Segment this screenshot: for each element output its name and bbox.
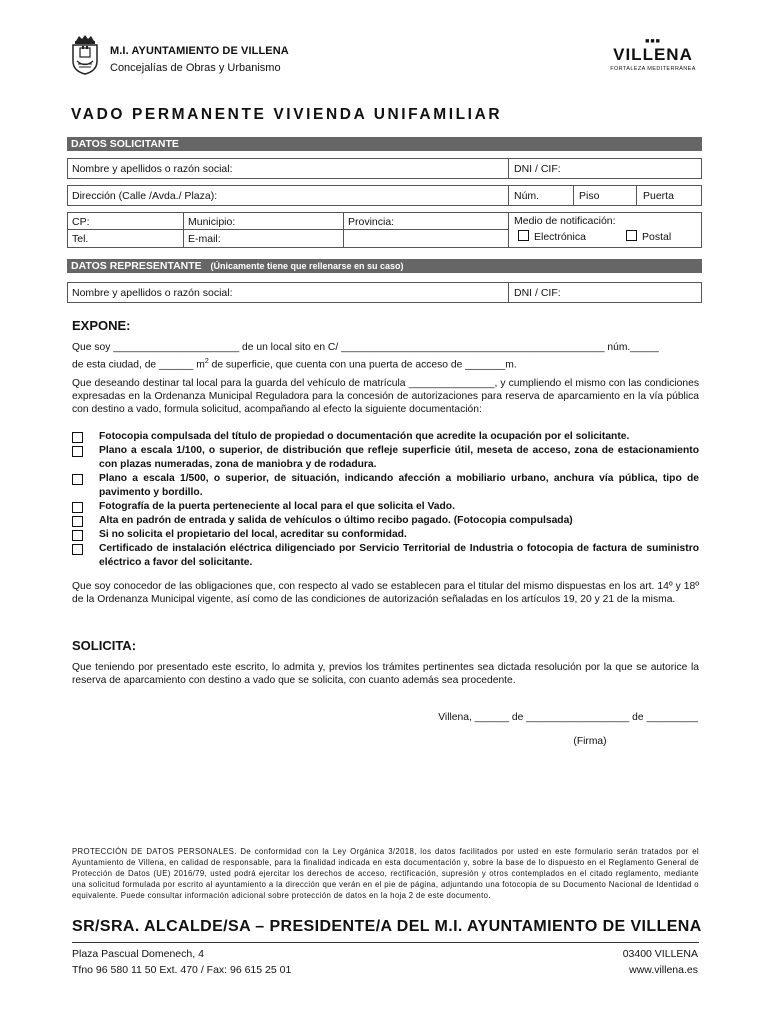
footer-postcode: 03400 VILLENA (622, 948, 698, 960)
section-header-representante: DATOS REPRESENTANTE (Únicamente tiene que rellenarse en su caso) (67, 259, 702, 273)
org-name: M.I. AYUNTAMIENTO DE VILLENA (110, 45, 289, 57)
piso-field[interactable]: Piso (579, 190, 600, 202)
doc-checkbox-1[interactable] (72, 432, 83, 443)
section-header-solicitante: DATOS SOLICITANTE (67, 137, 702, 151)
fecha-line[interactable]: Villena, ______ de __________________ de _________ (438, 712, 698, 723)
representante-row (67, 282, 702, 303)
conocedor-paragraph: Que soy conocedor de las obligaciones que, con respecto al vado se establecen para el titular del mismo dispuestas en los art. 14º y 18º de la Ordenanza Municipal vigente, así como de las condiciones de autorización señaladas en los artículos 19, 20 y 21 de la misma. (72, 581, 699, 605)
recipient-title: SR/SRA. ALCALDE/SA – PRESIDENTE/A DEL M.I. AYUNTAMIENTO DE VILLENA (72, 918, 702, 935)
provincia-field[interactable]: Provincia: (348, 216, 395, 228)
solicita-heading: SOLICITA: (72, 638, 137, 653)
tel-field[interactable]: Tel. (72, 233, 89, 245)
postal-option[interactable] (626, 230, 671, 243)
villena-brand-logo (608, 38, 698, 73)
doc-item-4[interactable]: Fotografía de la puerta perteneciente al local para el que solicita el Vado. (72, 500, 699, 514)
direccion-field[interactable]: Dirección (Calle /Avda./ Plaza): (72, 190, 218, 202)
doc-checkbox-5[interactable] (72, 516, 83, 527)
representante-note: (Únicamente tiene que rellenarse en su caso) (210, 261, 404, 271)
expone-paragraph: Que deseando destinar tal local para la guarda del vehículo de matrícula _______________, y cumpliendo el mismo con las condiciones expresadas en la Ordenanza Municipal Reguladora para la concesión de autorizaciones para reserva de aparcamiento en la vía pública con destino a vado, formula solicitud, acompañando al efecto la siguiente documentación: (72, 378, 699, 415)
expone-heading: EXPONE: (72, 318, 131, 333)
nombre-field[interactable]: Nombre y apellidos o razón social: (72, 163, 233, 175)
rep-dni-field[interactable]: DNI / CIF: (514, 287, 561, 299)
footer-phone: Tfno 96 580 11 50 Ext. 470 / Fax: 96 615 25 01 (72, 964, 292, 976)
electronica-option[interactable] (518, 230, 586, 243)
doc-checkbox-3[interactable] (72, 474, 83, 485)
email-field[interactable]: E-mail: (188, 233, 221, 245)
dni-field[interactable]: DNI / CIF: (514, 163, 561, 175)
doc-checkbox-2[interactable] (72, 446, 83, 457)
department-name: Concejalías de Obras y Urbanismo (110, 62, 281, 74)
doc-item-7[interactable]: Certificado de instalación eléctrica diligenciado por Servicio Territorial de Industria o fotocopia de factura de suministro eléctrico a favor del solicitante. (72, 542, 699, 569)
doc-item-6[interactable]: Si no solicita el propietario del local, acreditar su conformidad. (72, 528, 699, 542)
doc-item-3[interactable]: Plano a escala 1/500, o superior, de situación, indicando afección a mobiliario urbano, anchura vía pública, tipo de pavimento y bordillo. (72, 472, 699, 499)
footer-address: Plaza Pascual Domenech, 4 (72, 948, 204, 960)
solicita-paragraph: Que teniendo por presentado este escrito, lo admita y, previos los trámites pertinentes sea dictada resolución por la que se autorice la reserva de aparcamiento con destino a vado que se solicita, con cuanto además sea procedente. (72, 662, 699, 686)
privacy-notice: PROTECCIÓN DE DATOS PERSONALES. De conformidad con la Ley Orgánica 3/2018, los datos facilitados por usted en este formulario serán tratados por el Ayuntamiento de Villena, en calidad de responsable, para la finalidad indicada en esta documentación y, sobre la base de lo dispuesto en el Reglamento General de Protección de Datos (UE) 2016/79, usted podrá ejercitar los derechos de acceso, rectificación, supresión y otros contemplados en el citado reglamento, mediante una solicitud formulada por escrito al ayuntamiento a la dirección que verán en el pie de página, adjuntando una fotocopia de su Documento Nacional de Identidad o equivalente. Puede consultar información adicional sobre protección de datos en la hoja 2 de este documento. (72, 847, 699, 900)
brand-name: VILLENA (613, 45, 693, 64)
firma-label: (Firma) (573, 736, 607, 747)
brand-dots: ■■■ (645, 38, 661, 45)
doc-item-1[interactable]: Fotocopia compulsada del título de propiedad o documentación que acredite la ocupación por el solicitante. (72, 430, 699, 444)
doc-item-2[interactable]: Plano a escala 1/100, o superior, de distribución que refleje superficie útil, meseta de acceso, zona de estacionamiento con plazas numeradas, zona de maniobra y de rodadura. (72, 444, 699, 471)
electronica-checkbox[interactable] (518, 230, 529, 241)
puerta-field[interactable]: Puerta (643, 190, 674, 202)
doc-checkbox-6[interactable] (72, 530, 83, 541)
form-title: VADO PERMANENTE VIVIENDA UNIFAMILIAR (71, 106, 503, 123)
postal-label: Postal (642, 231, 672, 243)
doc-checkbox-4[interactable] (72, 502, 83, 513)
footer-divider (72, 942, 699, 943)
num-field[interactable]: Núm. (514, 190, 540, 202)
postal-checkbox[interactable] (626, 230, 637, 241)
doc-item-5[interactable]: Alta en padrón de entrada y salida de vehículos o último recibo pagado. (Fotocopia compulsada) (72, 514, 699, 528)
rep-nombre-field[interactable]: Nombre y apellidos o razón social: (72, 287, 233, 299)
doc-checkbox-7[interactable] (72, 544, 83, 555)
coat-of-arms-icon (70, 33, 100, 75)
electronica-label: Electrónica (534, 231, 586, 243)
footer-website[interactable]: www.villena.es (629, 964, 698, 976)
solicitante-row-1 (67, 158, 702, 179)
municipio-field[interactable]: Municipio: (188, 216, 236, 228)
solicitante-row-3 (67, 212, 702, 248)
solicitante-row-2 (67, 185, 702, 206)
brand-tagline: FORTALEZA MEDITERRÁNEA (610, 66, 696, 72)
cp-field[interactable]: CP: (72, 216, 90, 228)
medio-notificacion-label: Medio de notificación: (514, 215, 616, 227)
expone-line-2: de esta ciudad, de ______ $m^2$ de superficie, que cuenta con una puerta de acceso de _______m. (72, 358, 517, 371)
expone-line-1: Que soy ______________________ de un local sito en C/ ______________________________________________ núm._____ (72, 342, 659, 353)
